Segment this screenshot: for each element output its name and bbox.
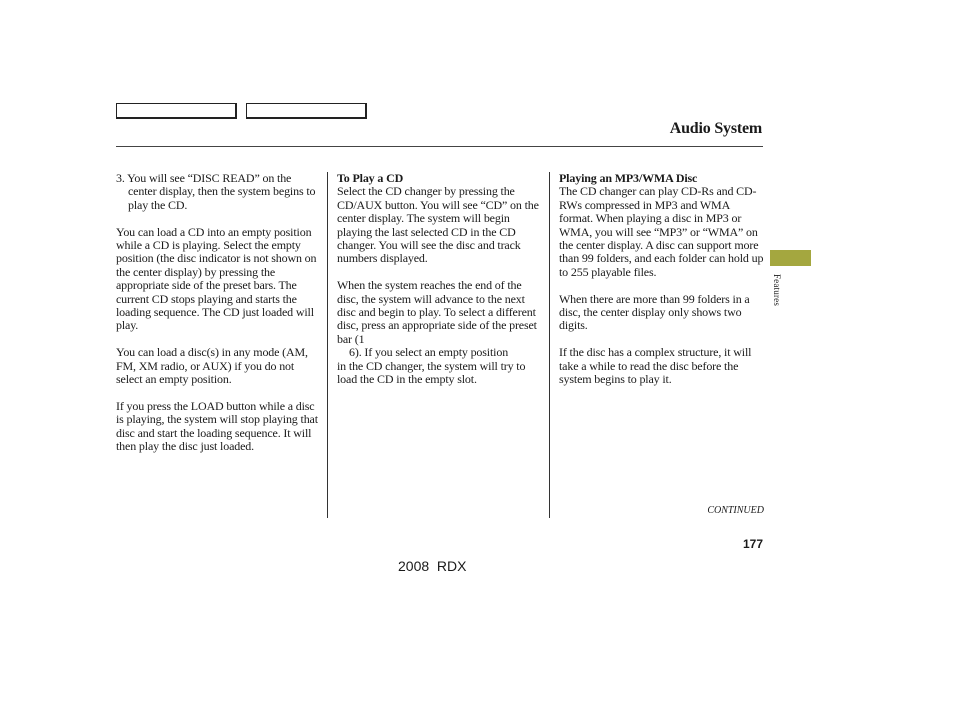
paragraph-load-empty: You can load a CD into an empty position while a CD is playing. Select the empty position (the disc indicator is not shown on the center display) by pressing the appropriate side of the preset bars. The current CD stops playing and starts the loading sequence. The CD just loaded will play.: [116, 224, 317, 333]
column-divider: [327, 172, 328, 518]
paragraph-folders: When there are more than 99 folders in a disc, the center display only shows two digits.: [559, 291, 750, 333]
nav-button-right[interactable]: [246, 103, 367, 119]
column-divider: [549, 172, 550, 518]
paragraph-end-of-disc-end: in the CD changer, the system will try to load the CD in the empty slot.: [337, 358, 526, 387]
section-tab-marker[interactable]: [770, 250, 811, 266]
header-rule: [116, 146, 763, 147]
paragraph-end-of-disc-indent: 6). If you select an empty position: [349, 345, 509, 360]
paragraph-select-changer: Select the CD changer by pressing the CD/AUX button. You will see “CD” on the center display. The system will begin playing the last selected CD in the CD changer. You will see the disc and track numbers displayed.: [337, 184, 539, 266]
step-3-text: 3. You will see “DISC READ” on the center display, then the system begins to play the CD.: [116, 171, 316, 212]
continued-label: CONTINUED: [707, 505, 764, 516]
heading-play-cd: To Play a CD: [337, 171, 404, 185]
page-number: 177: [742, 537, 763, 551]
paragraph-end-of-disc: When the system reaches the end of the disc, the system will advance to the next disc and begin to play. To select a different disc, press an appropriate side of the preset bar (1: [337, 278, 537, 346]
footer-model: 2008 RDX: [398, 558, 467, 574]
heading-mp3-wma: Playing an MP3/WMA Disc: [559, 171, 698, 185]
text-column-2: [337, 172, 542, 400]
paragraph-load-button: If you press the LOAD button while a disc is playing, the system will stop playing that disc and start the loading sequence. It will then play the disc just loaded.: [116, 398, 318, 454]
text-column-1: [116, 172, 318, 467]
section-tab-label: [768, 270, 784, 314]
paragraph-mp3-formats: The CD changer can play CD-Rs and CD-RWs compressed in MP3 and WMA format. When playing a disc in MP3 or WMA, you will see “MP3” or “WMA” on the center display. A disc can support more than 99 folders, and each folder can hold up to 255 playable files.: [559, 184, 764, 279]
text-column-3: [559, 172, 764, 400]
paragraph-load-any-mode: You can load a disc(s) in any mode (AM, FM, XM radio, or AUX) if you do not select an empty position.: [116, 345, 308, 387]
section-title: Audio System: [669, 120, 762, 137]
paragraph-complex-structure: If the disc has a complex structure, it will take a while to read the disc before the system begins to play it.: [559, 345, 752, 387]
section-tab-text: Features: [772, 273, 782, 307]
nav-button-left[interactable]: [116, 103, 237, 119]
